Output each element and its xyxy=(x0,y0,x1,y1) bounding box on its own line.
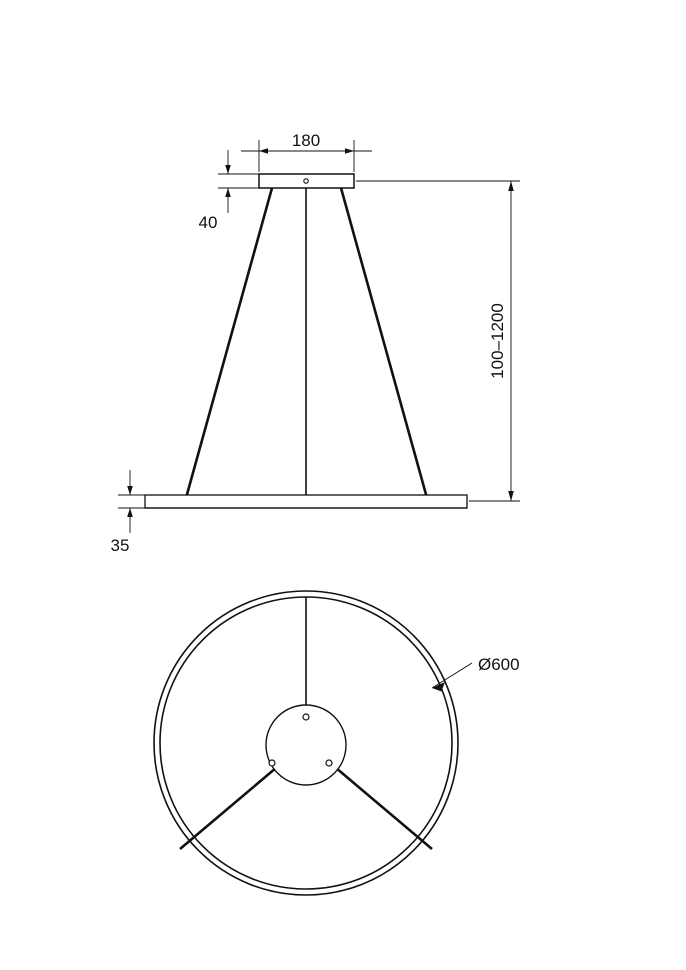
dimension-canopy-width xyxy=(241,131,372,172)
dimension-label-canopy-height: 40 xyxy=(198,213,218,232)
dimension-label-ring-diameter: Ø600 xyxy=(478,655,520,674)
dimension-ring-diameter xyxy=(432,655,520,692)
dimension-label-canopy-width: 180 xyxy=(291,131,321,150)
elevation-view xyxy=(111,131,520,555)
dimension-ring-thickness xyxy=(111,470,145,555)
ring-shade-elevation xyxy=(145,495,467,508)
dimension-canopy-height xyxy=(199,150,259,232)
plan-view xyxy=(154,591,520,895)
dimension-label-suspension-height: 100–1200 xyxy=(488,303,507,379)
dimension-label-ring-thickness: 35 xyxy=(110,536,130,555)
ceiling-mount-plate xyxy=(259,174,354,188)
dimension-suspension-height xyxy=(356,181,520,501)
